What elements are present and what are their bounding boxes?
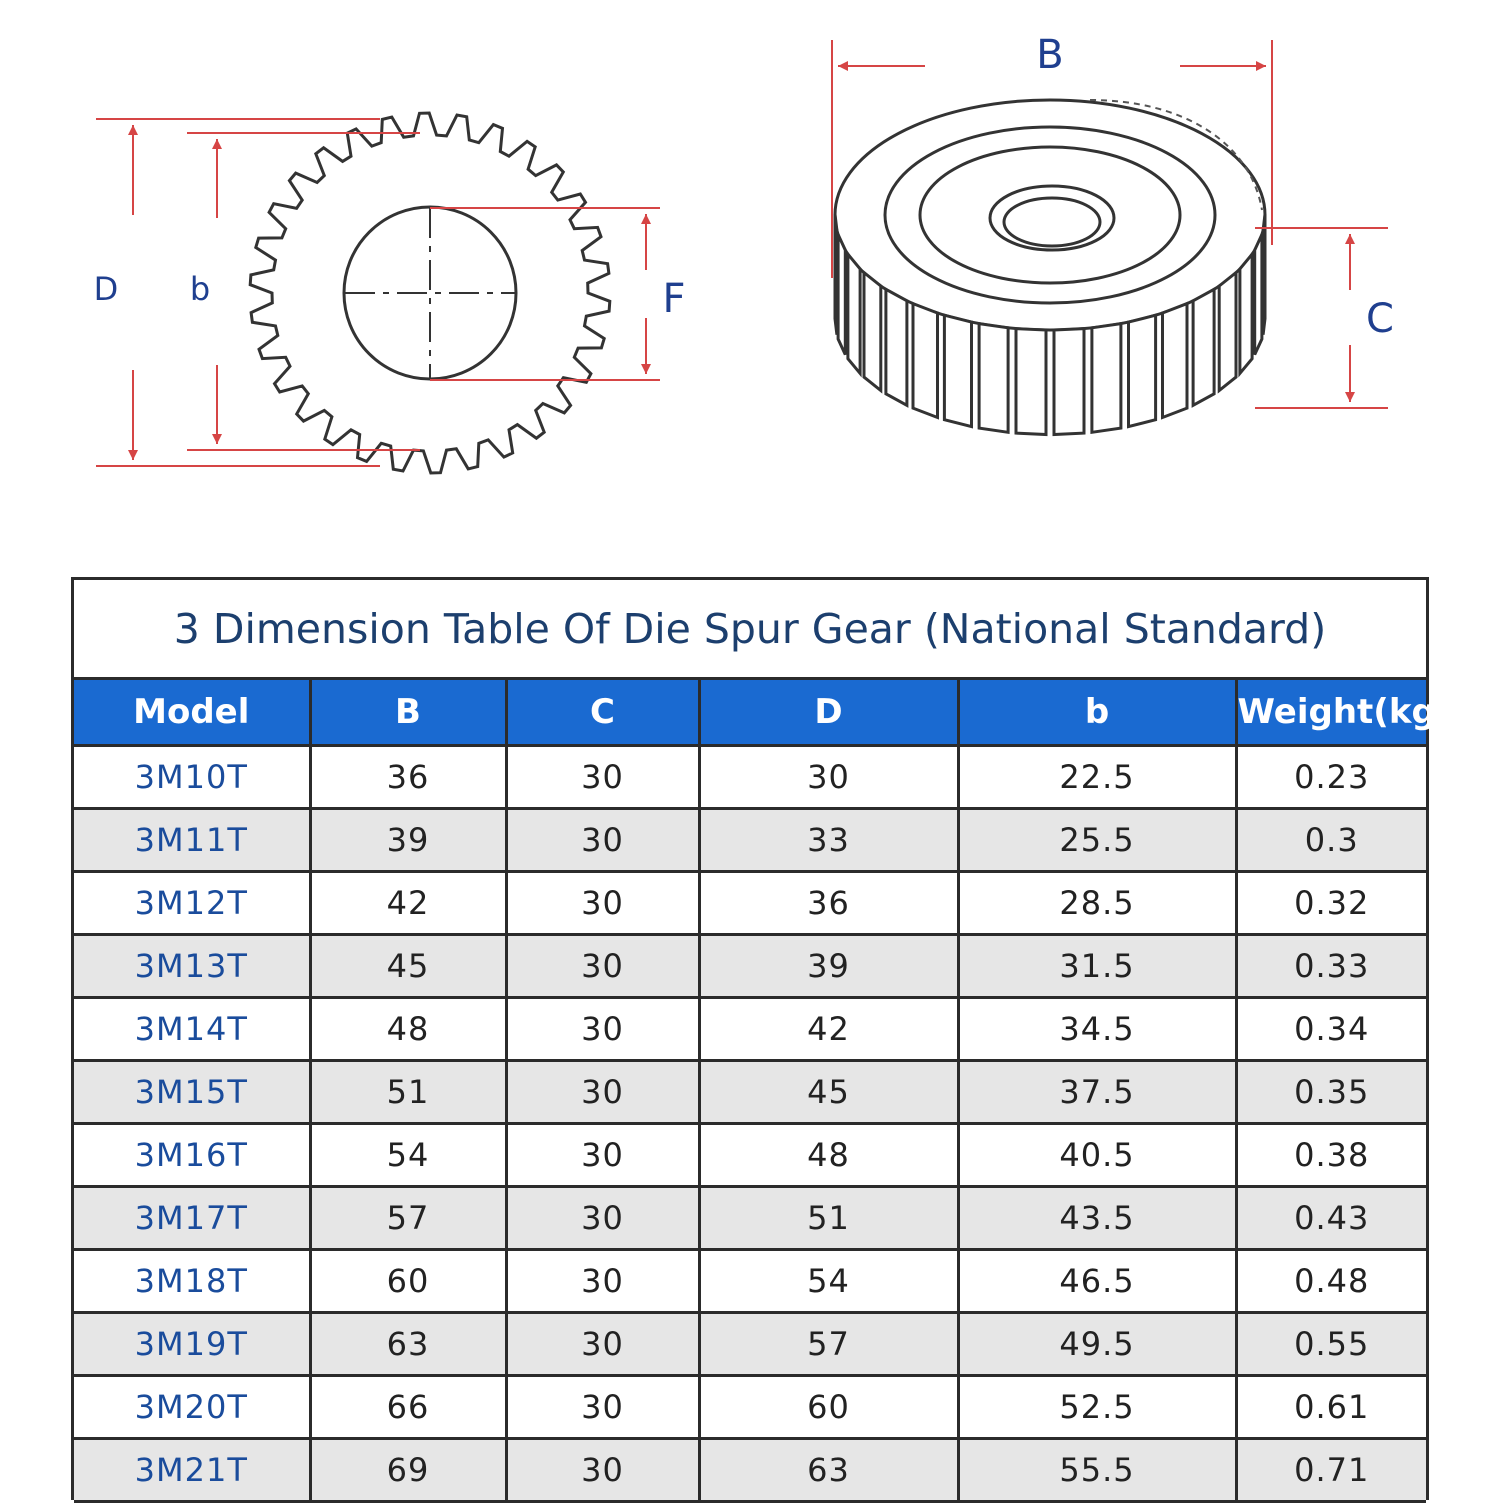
table-cell: 39 bbox=[310, 809, 506, 872]
table-cell: 60 bbox=[699, 1376, 958, 1439]
table-cell: 45 bbox=[310, 935, 506, 998]
gear-tooth bbox=[886, 289, 907, 405]
label-D: D bbox=[93, 270, 119, 308]
table-row bbox=[74, 1250, 1426, 1313]
table-cell: 30 bbox=[506, 1376, 699, 1439]
model-cell: 3M14T bbox=[74, 998, 310, 1061]
table-cell: 46.5 bbox=[958, 1250, 1236, 1313]
table-cell: 48 bbox=[310, 998, 506, 1061]
model-cell: 3M17T bbox=[74, 1187, 310, 1250]
model-cell: 3M12T bbox=[74, 872, 310, 935]
table-cell: 69 bbox=[310, 1439, 506, 1502]
table-cell: 57 bbox=[699, 1313, 958, 1376]
table-cell: 0.61 bbox=[1236, 1376, 1426, 1439]
gear-tooth bbox=[1129, 315, 1156, 426]
column-header: b bbox=[958, 680, 1236, 746]
dimension-table bbox=[71, 577, 1452, 1500]
table-cell: 43.5 bbox=[958, 1187, 1236, 1250]
table-cell: 0.48 bbox=[1236, 1250, 1426, 1313]
table-cell: 30 bbox=[506, 1124, 699, 1187]
table-cell: 31.5 bbox=[958, 935, 1236, 998]
label-b: b bbox=[189, 270, 211, 308]
model-cell: 3M19T bbox=[74, 1313, 310, 1376]
table-cell: 0.3 bbox=[1236, 809, 1426, 872]
table-cell: 39 bbox=[699, 935, 958, 998]
gear-front-outline bbox=[250, 113, 610, 473]
table-cell: 42 bbox=[310, 872, 506, 935]
table-cell: 0.43 bbox=[1236, 1187, 1426, 1250]
table-cell: 63 bbox=[699, 1439, 958, 1502]
table-cell: 30 bbox=[506, 1250, 699, 1313]
table-cell: 30 bbox=[506, 998, 699, 1061]
table-cell: 0.23 bbox=[1236, 746, 1426, 809]
label-F: F bbox=[662, 276, 686, 322]
table-cell: 52.5 bbox=[958, 1376, 1236, 1439]
table-cell: 55.5 bbox=[958, 1439, 1236, 1502]
model-cell: 3M21T bbox=[74, 1439, 310, 1502]
table-row bbox=[74, 809, 1426, 872]
table-cell: 36 bbox=[310, 746, 506, 809]
table-cell: 0.55 bbox=[1236, 1313, 1426, 1376]
table-row bbox=[74, 1439, 1426, 1502]
table-cell: 60 bbox=[310, 1250, 506, 1313]
model-cell: 3M16T bbox=[74, 1124, 310, 1187]
column-header: B bbox=[310, 680, 506, 746]
table-cell: 49.5 bbox=[958, 1313, 1236, 1376]
gear-dimension-diagram bbox=[0, 0, 1500, 560]
table-cell: 0.35 bbox=[1236, 1061, 1426, 1124]
table-cell: 30 bbox=[506, 1061, 699, 1124]
gear-tooth bbox=[1092, 324, 1121, 433]
model-cell: 3M18T bbox=[74, 1250, 310, 1313]
table-row bbox=[74, 1187, 1426, 1250]
dimension-C bbox=[1255, 228, 1394, 408]
table-cell: 54 bbox=[699, 1250, 958, 1313]
table-row bbox=[74, 935, 1426, 998]
table-cell: 36 bbox=[699, 872, 958, 935]
table-row bbox=[74, 746, 1426, 809]
table-cell: 30 bbox=[506, 872, 699, 935]
gear-tooth bbox=[864, 273, 881, 391]
table-cell: 51 bbox=[310, 1061, 506, 1124]
table-cell: 37.5 bbox=[958, 1061, 1236, 1124]
model-cell: 3M20T bbox=[74, 1376, 310, 1439]
table-cell: 28.5 bbox=[958, 872, 1236, 935]
table-cell: 30 bbox=[506, 809, 699, 872]
table-cell: 45 bbox=[699, 1061, 958, 1124]
table-cell: 30 bbox=[699, 746, 958, 809]
front-view-gear bbox=[250, 113, 610, 473]
gear-tooth bbox=[1193, 289, 1214, 405]
gear-tooth bbox=[1240, 254, 1252, 373]
table-row bbox=[74, 998, 1426, 1061]
model-cell: 3M13T bbox=[74, 935, 310, 998]
table-row bbox=[74, 1061, 1426, 1124]
label-B: B bbox=[1036, 32, 1064, 78]
table-cell: 48 bbox=[699, 1124, 958, 1187]
gear-tooth bbox=[848, 254, 860, 373]
model-cell: 3M11T bbox=[74, 809, 310, 872]
table-cell: 57 bbox=[310, 1187, 506, 1250]
gear-tooth bbox=[1219, 273, 1236, 391]
gear-tooth bbox=[838, 235, 845, 355]
table-row bbox=[74, 1313, 1426, 1376]
table-cell: 42 bbox=[699, 998, 958, 1061]
model-cell: 3M10T bbox=[74, 746, 310, 809]
table-cell: 33 bbox=[699, 809, 958, 872]
gear-tooth bbox=[979, 324, 1008, 433]
gear-tooth bbox=[944, 315, 971, 426]
table-title: 3 Dimension Table Of Die Spur Gear (National Standard) bbox=[74, 580, 1426, 680]
column-header: D bbox=[699, 680, 958, 746]
table-cell: 30 bbox=[506, 1313, 699, 1376]
gear-tooth bbox=[1255, 235, 1262, 355]
table-row bbox=[74, 872, 1426, 935]
gear-tooth bbox=[1263, 214, 1265, 335]
table-cell: 34.5 bbox=[958, 998, 1236, 1061]
table-cell: 30 bbox=[506, 935, 699, 998]
model-cell: 3M15T bbox=[74, 1061, 310, 1124]
table-cell: 63 bbox=[310, 1313, 506, 1376]
table-cell: 0.32 bbox=[1236, 872, 1426, 935]
table-row bbox=[74, 1124, 1426, 1187]
gear-tooth bbox=[913, 304, 938, 418]
spec-table bbox=[74, 680, 1452, 1503]
table-cell: 30 bbox=[506, 1187, 699, 1250]
table-cell: 40.5 bbox=[958, 1124, 1236, 1187]
label-C: C bbox=[1366, 296, 1394, 342]
table-header-row bbox=[74, 680, 1426, 746]
dimension-D bbox=[94, 119, 380, 466]
column-header: Model bbox=[74, 680, 310, 746]
column-header: Weight(kg) bbox=[1236, 680, 1426, 746]
table-cell: 22.5 bbox=[958, 746, 1236, 809]
table-body bbox=[74, 746, 1426, 1502]
table-cell: 0.33 bbox=[1236, 935, 1426, 998]
table-cell: 0.34 bbox=[1236, 998, 1426, 1061]
table-cell: 51 bbox=[699, 1187, 958, 1250]
table-cell: 66 bbox=[310, 1376, 506, 1439]
table-cell: 30 bbox=[506, 746, 699, 809]
gear-hub-outer bbox=[885, 127, 1215, 303]
table-cell: 25.5 bbox=[958, 809, 1236, 872]
table-cell: 0.38 bbox=[1236, 1124, 1426, 1187]
column-header: C bbox=[506, 680, 699, 746]
table-cell: 30 bbox=[506, 1439, 699, 1502]
table-cell: 54 bbox=[310, 1124, 506, 1187]
table-cell: 0.71 bbox=[1236, 1439, 1426, 1502]
gear-tooth bbox=[1163, 304, 1188, 418]
gear-tooth bbox=[1054, 329, 1084, 435]
table-row bbox=[74, 1376, 1426, 1439]
isometric-gear bbox=[835, 100, 1265, 435]
gear-tooth bbox=[1016, 329, 1046, 435]
